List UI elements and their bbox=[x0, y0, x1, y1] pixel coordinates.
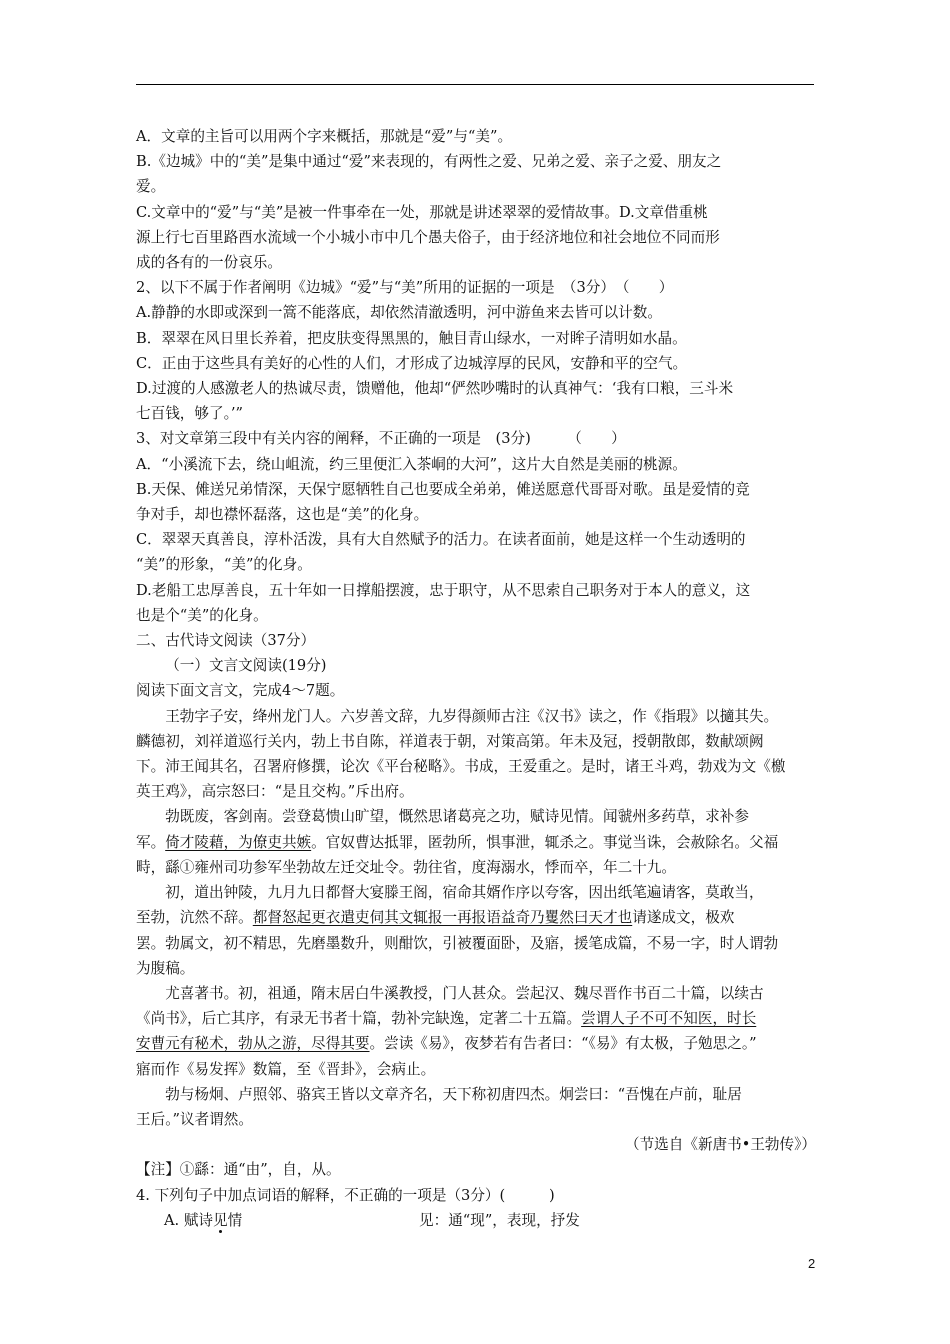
section-heading: 二、古代诗文阅读（37分） bbox=[136, 632, 316, 650]
q3-option-c-cont: “美”的形象，“美”的化身。 bbox=[136, 556, 312, 574]
text-run: 至勃，沆然不辞。 bbox=[136, 909, 253, 927]
q2-option-b: B．翠翠在风日里长养着，把皮肤变得黑黑的，触目青山绿水，一对眸子清明如水晶。 bbox=[136, 329, 687, 347]
passage-p3-line1: 初，道出钟陵，九月九日都督大宴滕王阁，宿命其婿作序以夸客，因出纸笔遍请客，莫敢当， bbox=[165, 884, 764, 902]
text-run: 军。 bbox=[136, 833, 166, 851]
q2-option-d-cont: 七百钱，够了。’” bbox=[136, 405, 243, 423]
q3-option-c: C．翠翠天真善良，淳朴活泼，具有大自然赋予的活力。在读者面前，她是这样一个生动透明的 bbox=[136, 531, 746, 549]
q3-option-d: D.老船工忠厚善良，五十年如一日撑船摆渡，忠于职守，从不思索自己职务对于本人的意义，这 bbox=[136, 581, 751, 599]
passage-p4-line3 bbox=[136, 1031, 816, 1056]
passage-p2-line3: 畤，繇①雍州司功参军坐勃故左迁交址令。勃往省，度海溺水，悸而卒，年二十九。 bbox=[136, 858, 676, 876]
passage-p3-line4: 为腹稿。 bbox=[136, 959, 195, 977]
passage-p2-line2 bbox=[136, 830, 816, 855]
q3-option-d-cont: 也是个“美”的化身。 bbox=[136, 606, 268, 624]
passage-p5-line2: 王后。”议者谓然。 bbox=[136, 1110, 253, 1128]
passage-p3-line3: 罢。勃属文，初不精思，先磨墨数升，则酣饮，引被覆面卧，及寤，援笔成篇，不易一字，时人谓勃 bbox=[136, 934, 779, 952]
q4-option-a-row bbox=[136, 1208, 816, 1233]
passage-p4-line1: 尤喜著书。初，祖通，隋末居白牛溪教授，门人甚众。尝起汉、魏尽晋作书百二十篇，以续古 bbox=[165, 984, 764, 1002]
text-run: 。尝读《易》，夜梦若有告者曰：“《易》有太极，子勉思之。” bbox=[369, 1035, 757, 1053]
subsection-heading: （一）文言文阅读(19分) bbox=[165, 657, 327, 675]
document-body bbox=[136, 124, 816, 1233]
source-citation: （节选自《新唐书•王勃传》） bbox=[624, 1136, 816, 1154]
underlined-sentence-3a: 尝谓人子不可不知医，时长 bbox=[581, 1010, 757, 1028]
passage-p1-line1: 王勃字子安，绛州龙门人。六岁善文辞，九岁得颜师古注《汉书》读之，作《指瑕》以擿其失。 bbox=[165, 707, 779, 725]
q3-option-a: A．“小溪流下去，绕山岨流，约三里便汇入茶峒的大河”，这片大自然是美丽的桃源。 bbox=[136, 455, 687, 473]
passage-p5-line1: 勃与杨炯、卢照邻、骆宾王皆以文章齐名，天下称初唐四杰。炯尝曰：“吾愧在卢前，耻居 bbox=[165, 1085, 742, 1103]
passage-p4-line2 bbox=[136, 1006, 816, 1031]
text-run: 。官奴曹达抵罪，匿勃所，惧事泄，辄杀之。事觉当诛，会赦除名。父福 bbox=[311, 833, 779, 851]
text-run: 请遂成文，极欢 bbox=[632, 909, 735, 927]
passage-p4-line4: 寤而作《易发挥》数篇，至《晋卦》，会病止。 bbox=[136, 1060, 436, 1078]
emphasis-dot-char: 见 bbox=[213, 1211, 228, 1229]
text-run: 《尚书》，后亡其序，有录无书者十篇，勃补完缺逸，定著二十五篇。 bbox=[136, 1010, 582, 1028]
q1-option-d-cont: 成的各有的一份哀乐。 bbox=[136, 254, 282, 272]
q3-option-b-cont: 争对手，却也襟怀磊落，这也是“美”的化身。 bbox=[136, 506, 429, 524]
question-4: 4. 下列句子中加点词语的解释，不正确的一项是（3分）( ) bbox=[136, 1186, 555, 1204]
q2-option-d: D.过渡的人感激老人的热诚尽责，馈赠他，他却“俨然吵嘴时的认真神气：‘我有口粮，三斗米 bbox=[136, 380, 734, 398]
passage-p2-line1: 勃既废，客剑南。尝登葛愦山旷望，慨然思诸葛亮之功，赋诗见情。闻虢州多药草，求补参 bbox=[165, 808, 749, 826]
q2-option-c: C．正由于这些具有美好的心性的人们，才形成了边城淳厚的民风，安静和平的空气。 bbox=[136, 354, 688, 372]
q3-option-b: B.天保、傩送兄弟情深，天保宁愿牺牲自己也要成全弟弟，傩送愿意代哥哥对歌。虽是爱情的竞 bbox=[136, 480, 750, 498]
question-3: 3、对文章第三段中有关内容的阐释，不正确的一项是 (3分) （ ） bbox=[136, 430, 626, 448]
underlined-sentence-2: 都督怒起更衣遣吏伺其文辄报一再报语益奇乃矍然曰天才也 bbox=[252, 909, 633, 927]
q4-option-a: A. 赋诗见情 bbox=[164, 1211, 243, 1229]
underlined-sentence-1: 倚才陵藉，为僚吏共嫉 bbox=[165, 833, 312, 851]
question-2: 2、以下不属于作者阐明《边城》“爱”与“美”所用的证据的一项是 （3分） （ ） bbox=[136, 279, 674, 297]
passage-p1-line3: 下。沛王闻其名，召署府修撰，论次《平台秘略》。书成，王爱重之。是时，诸王斗鸡，勃戏为文《檄 bbox=[136, 758, 786, 776]
header-rule bbox=[136, 84, 814, 85]
q1-option-a: A．文章的主旨可以用两个字来概括，那就是“爱”与“美”。 bbox=[136, 128, 513, 145]
passage-p1-line4: 英王鸡》，高宗怒曰：“是且交构。”斥出府。 bbox=[136, 783, 414, 801]
q1-option-c: C.文章中的“爱”与“美”是被一件事牵在一处，那就是讲述翠翠的爱情故事。D.文章借重桃 bbox=[136, 203, 708, 221]
page-number: 2 bbox=[808, 1256, 816, 1271]
passage-p1-line2: 麟德初，刘祥道巡行关内，勃上书自陈，祥道表于朝，对策高第。年未及冠，授朝散郎，数献颂阙 bbox=[136, 732, 764, 750]
q4-option-a-explanation: 见：通“现”，表现，抒发 bbox=[419, 1211, 580, 1229]
q1-option-b: B.《边城》中的“美”是集中通过“爱”来表现的，有两性之爱、兄弟之爱、亲子之爱、朋友之 bbox=[136, 153, 722, 171]
q1-option-b-cont: 爱。 bbox=[136, 178, 166, 196]
underlined-sentence-3b: 安曹元有秘术，勃从之游，尽得其要 bbox=[136, 1035, 370, 1053]
passage-p3-line2 bbox=[136, 905, 816, 930]
reading-instruction: 阅读下面文言文，完成4～7题。 bbox=[136, 682, 345, 700]
footnote: 【注】①繇：通“由”，自，从。 bbox=[136, 1161, 341, 1179]
q2-option-a: A.静静的水即或深到一篙不能落底，却依然清澈透明，河中游鱼来去皆可以计数。 bbox=[136, 304, 662, 322]
q1-option-d: 源上行七百里路酉水流域一个小城小市中几个愚夫俗子，由于经济地位和社会地位不同而形 bbox=[136, 228, 720, 246]
